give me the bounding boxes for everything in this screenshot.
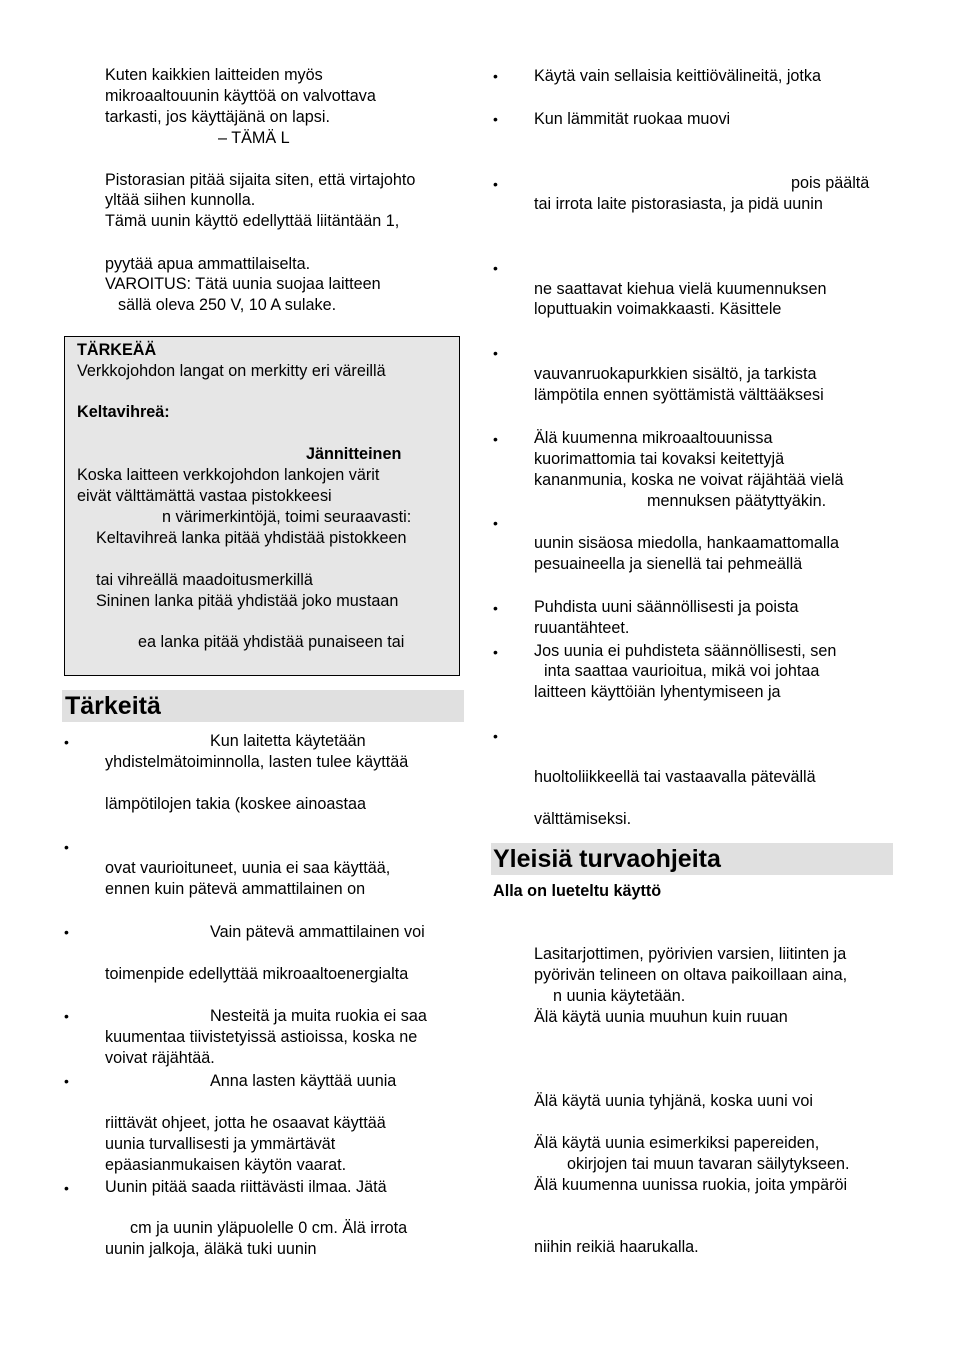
notice-line: Jännitteinen bbox=[306, 445, 402, 463]
text-line: riittävät ohjeet, jotta he osaavat käyttää bbox=[105, 1114, 386, 1132]
text-line: yhdistelmätoiminnolla, lasten tulee käyttää bbox=[105, 753, 409, 771]
text-line: lämpötilojen takia (koskee ainoastaa bbox=[105, 795, 366, 813]
text-line: Jos uunia ei puhdisteta säännöllisesti, sen bbox=[534, 642, 837, 660]
bullet: • bbox=[493, 431, 498, 447]
text-line: ovat vaurioituneet, uunia ei saa käyttää, bbox=[105, 859, 391, 877]
bullet: • bbox=[493, 728, 498, 744]
text-line: lämpötila ennen syöttämistä välttääksesi bbox=[534, 386, 824, 404]
bullet: • bbox=[493, 260, 498, 276]
notice-line: Keltavihreä lanka pitää yhdistää pistokkeen bbox=[96, 529, 407, 547]
text-line: ruuantähteet. bbox=[534, 619, 630, 637]
text-line: Kun laitetta käytetään bbox=[210, 732, 366, 750]
text-line: Lasitarjottimen, pyörivien varsien, liitinten ja bbox=[534, 945, 847, 963]
notice-line: n värimerkintöjä, toimi seuraavasti: bbox=[162, 508, 412, 526]
notice-box bbox=[64, 336, 460, 676]
bullet: • bbox=[64, 1180, 69, 1196]
text-line: ennen kuin pätevä ammattilainen on bbox=[105, 880, 366, 898]
text-line: loputtuakin voimakkaasti. Käsittele bbox=[534, 300, 782, 318]
text-line: Puhdista uuni säännöllisesti ja poista bbox=[534, 598, 799, 616]
bullet: • bbox=[493, 68, 498, 84]
text-line: Kun lämmität ruokaa muovi bbox=[534, 110, 731, 128]
text-line: n uunia käytetään. bbox=[553, 987, 686, 1005]
text-line: cm ja uunin yläpuolelle 0 cm. Älä irrota bbox=[130, 1219, 408, 1237]
text-line: uunin jalkoja, äläkä tuki uunin bbox=[105, 1240, 317, 1258]
bullet: • bbox=[493, 644, 498, 660]
notice-line: Verkkojohdon langat on merkitty eri väreillä bbox=[77, 362, 386, 380]
section-heading-important: Tärkeitä bbox=[65, 692, 161, 720]
text-line: epäasianmukaisen käytön vaarat. bbox=[105, 1156, 347, 1174]
bullet: • bbox=[493, 515, 498, 531]
bullet: • bbox=[493, 345, 498, 361]
text-line: mikroaaltouunin käyttöä on valvottava bbox=[105, 87, 376, 105]
text-line: – TÄMÄ L bbox=[218, 129, 290, 147]
text-line: Uunin pitää saada riittävästi ilmaa. Jätä bbox=[105, 1178, 387, 1196]
text-line: Vain pätevä ammattilainen voi bbox=[210, 923, 425, 941]
text-line: tai irrota laite pistorasiasta, ja pidä uunin bbox=[534, 195, 823, 213]
text-line: okirjojen tai muun tavaran säilytykseen. bbox=[567, 1155, 850, 1173]
text-line: välttämiseksi. bbox=[534, 810, 632, 828]
text-line: kuorimattomia tai kovaksi keitettyjä bbox=[534, 450, 785, 468]
text-line: Nesteitä ja muita ruokia ei saa bbox=[210, 1007, 427, 1025]
notice-line: ea lanka pitää yhdistää punaiseen tai bbox=[138, 633, 405, 651]
text-line: vauvanruokapurkkien sisältö, ja tarkista bbox=[534, 365, 817, 383]
text-line: Älä kuumenna uunissa ruokia, joita ympäröi bbox=[534, 1176, 848, 1194]
bullet: • bbox=[493, 176, 498, 192]
bullet: • bbox=[64, 1008, 69, 1024]
text-line: Älä käytä uunia muuhun kuin ruuan bbox=[534, 1008, 788, 1026]
text-line: pyörivän telineen on oltava paikoillaan aina, bbox=[534, 966, 848, 984]
text-line: mennuksen päätyttyäkin. bbox=[647, 492, 827, 510]
text-line: sällä oleva 250 V, 10 A sulake. bbox=[118, 296, 337, 314]
text-line: toimenpide edellyttää mikroaaltoenergialta bbox=[105, 965, 409, 983]
notice-line: tai vihreällä maadoitusmerkillä bbox=[96, 571, 313, 589]
bullet: • bbox=[64, 839, 69, 855]
notice-line: Koska laitteen verkkojohdon lankojen värit bbox=[77, 466, 380, 484]
text-line: laitteen käyttöiän lyhentymiseen ja bbox=[534, 683, 781, 701]
text-line: ne saattavat kiehua vielä kuumennuksen bbox=[534, 280, 827, 298]
notice-line: Sininen lanka pitää yhdistää joko mustaan bbox=[96, 592, 399, 610]
text-line: Pistorasian pitää sijaita siten, että virtajohto bbox=[105, 171, 416, 189]
text-line: Älä käytä uunia tyhjänä, koska uuni voi bbox=[534, 1092, 813, 1110]
text-line: uunin sisäosa miedolla, hankaamattomalla bbox=[534, 534, 840, 552]
text-line: yltää siihen kunnolla. bbox=[105, 191, 256, 209]
notice-line: eivät välttämättä vastaa pistokkeesi bbox=[77, 487, 332, 505]
bullet: • bbox=[493, 600, 498, 616]
text-line: Älä kuumenna mikroaaltouunissa bbox=[534, 429, 773, 447]
text-line: tarkasti, jos käyttäjänä on lapsi. bbox=[105, 108, 330, 126]
text-line: Älä käytä uunia esimerkiksi papereiden, bbox=[534, 1134, 820, 1152]
text-line: voivat räjähtää. bbox=[105, 1049, 215, 1067]
text-line: VAROITUS: Tätä uunia suojaa laitteen bbox=[105, 275, 381, 293]
text-line: Käytä vain sellaisia keittiövälineitä, jotka bbox=[534, 67, 822, 85]
text-line: inta saattaa vaurioitua, mikä voi johtaa bbox=[544, 662, 820, 680]
text-line: kananmunia, koska ne voivat räjähtää vielä bbox=[534, 471, 844, 489]
notice-line: Keltavihreä: bbox=[77, 403, 170, 421]
text-line: Tämä uunin käyttö edellyttää liitäntään 1, bbox=[105, 212, 400, 230]
text-line: uunia turvallisesti ja ymmärtävät bbox=[105, 1135, 336, 1153]
text-line: pesuaineella ja sienellä tai pehmeällä bbox=[534, 555, 803, 573]
text-line: pois päältä bbox=[791, 174, 870, 192]
bullet: • bbox=[64, 1073, 69, 1089]
bullet: • bbox=[64, 924, 69, 940]
text-line: huoltoliikkeellä tai vastaavalla pätevällä bbox=[534, 768, 816, 786]
text-line: kuumentaa tiivistetyissä astioissa, koska ne bbox=[105, 1028, 418, 1046]
bullet: • bbox=[493, 111, 498, 127]
section-intro: Alla on lueteltu käyttö bbox=[493, 882, 662, 900]
notice-title: TÄRKEÄÄ bbox=[77, 341, 157, 359]
section-heading-general: Yleisiä turvaohjeita bbox=[493, 845, 721, 873]
text-line: pyytää apua ammattilaiselta. bbox=[105, 255, 311, 273]
text-line: niihin reikiä haarukalla. bbox=[534, 1238, 699, 1256]
text-line: Anna lasten käyttää uunia bbox=[210, 1072, 397, 1090]
bullet: • bbox=[64, 734, 69, 750]
text-line: Kuten kaikkien laitteiden myös bbox=[105, 66, 323, 84]
